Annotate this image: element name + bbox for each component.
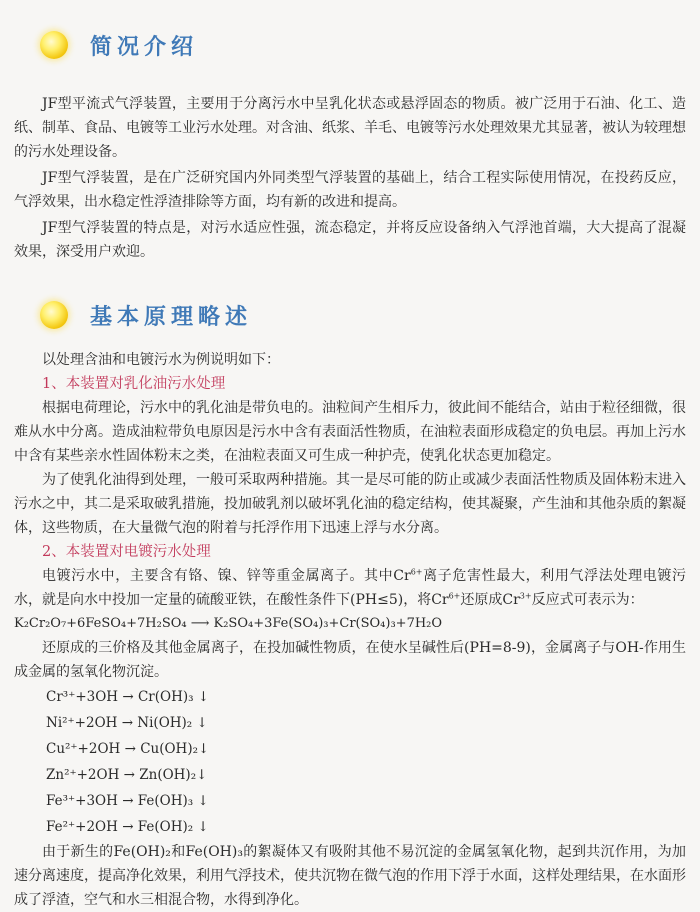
section1-header	[40, 28, 198, 62]
section1-paragraph-2: JF型气浮装置，是在广泛研究国内外同类型气浮装置的基础上，结合工程实际使用情况，在投药反应，气浮效果，出水稳定性浮渣排除等方面，均有新的改进和提高。	[14, 170, 686, 210]
oil-paragraph-2: 为了使乳化油得到处理，一般可采取两种措施。其一是尽可能的防止或减少表面活性物质及固体粉末进入污水之中，其二是采取破乳措施，投加破乳剂以破坏乳化油的稳定结构，使其凝聚，产生油和其他杂质的絮凝体，这些物质，在大量微气泡的附着与托浮作用下迅速上浮与水分离。	[14, 472, 686, 536]
closing-paragraph: 由于新生的Fe(OH)₂和Fe(OH)₃的絮凝体又有吸附其他不易沉淀的金属氢氧化物，起到共沉作用，为加速分离速度，提高净化效果，利用气浮技术，使共沉物在微气泡的作用下浮于水面，这样处理结果，在水面形成了浮渣，空气和水三相混合物，水得到净化。	[14, 844, 686, 908]
section2-body	[14, 348, 686, 912]
oil-paragraph-1: 根据电荷理论，污水中的乳化油是带负电的。油粒间产生相斥力，彼此间不能结合，站由于粒径细微，很难从水中分离。造成油粒带负电原因是污水中含有表面活性物质，在油粒表面形成稳定的负电层。再加上污水中含有某些亲水性固体粉末之类，在油粒表面又可生成一种护壳，使乳化状态更加稳定。	[14, 400, 686, 464]
reaction-ni: Ni²⁺+2OH → Ni(OH)₂ ↓	[46, 715, 208, 731]
reaction-fe3: Fe³⁺+3OH → Fe(OH)₃ ↓	[46, 793, 209, 809]
subheading-electroplating: 2、本装置对电镀污水处理	[42, 544, 211, 560]
section1-paragraph-3: JF型气浮装置的特点是，对污水适应性强，流态稳定，并将反应设备纳入气浮池首端，大大提高了混凝效果，深受用户欢迎。	[14, 220, 686, 260]
reaction-fe2: Fe²⁺+2OH → Fe(OH)₂ ↓	[46, 819, 209, 835]
section1-body	[14, 92, 686, 264]
section2-title: 基本原理略述	[90, 304, 253, 330]
section2-intro: 以处理含油和电镀污水为例说明如下：	[42, 352, 280, 368]
subheading-emulsified-oil: 1、本装置对乳化油污水处理	[42, 376, 226, 392]
lightbulb-icon	[40, 301, 68, 329]
reaction-cu: Cu²⁺+2OH → Cu(OH)₂↓	[46, 741, 210, 757]
electroplating-paragraph-2: 还原成的三价格及其他金属离子，在投加碱性物质，在使水呈碱性后(PH=8-9)，金属离子与OH-作用生成金属的氢氧化物沉淀。	[14, 640, 686, 680]
electroplating-paragraph-1: 电镀污水中，主要含有铬、镍、锌等重金属离子。其中$Cr^{6+}$离子危害性最大，利用气浮法处理电镀污水，就是向水中投加一定量的硫酸亚铁，在酸性条件下(PH≤5)，将$Cr^{6+}$还原成$Cr^{3+}$反应式可表示为：	[14, 567, 686, 608]
reaction-cr: Cr³⁺+3OH → Cr(OH)₃ ↓	[46, 689, 210, 705]
reduction-equation: K₂Cr₂O₇+6FeSO₄+7H₂SO₄ ⟶ K₂SO₄+3Fe(SO₄)₃+Cr(SO₄)₃+7H₂O	[14, 616, 443, 631]
reaction-zn: Zn²⁺+2OH → Zn(OH)₂↓	[46, 767, 208, 783]
lightbulb-icon	[40, 31, 68, 59]
section1-title: 简况介绍	[90, 34, 199, 60]
section2-header	[40, 298, 252, 332]
section1-paragraph-1: JF型平流式气浮装置，主要用于分离污水中呈乳化状态或悬浮固态的物质。被广泛用于石油、化工、造纸、制革、食品、电镀等工业污水处理。对含油、纸浆、羊毛、电镀等污水处理效果尤其显著，被认为较理想的污水处理设备。	[14, 96, 686, 160]
